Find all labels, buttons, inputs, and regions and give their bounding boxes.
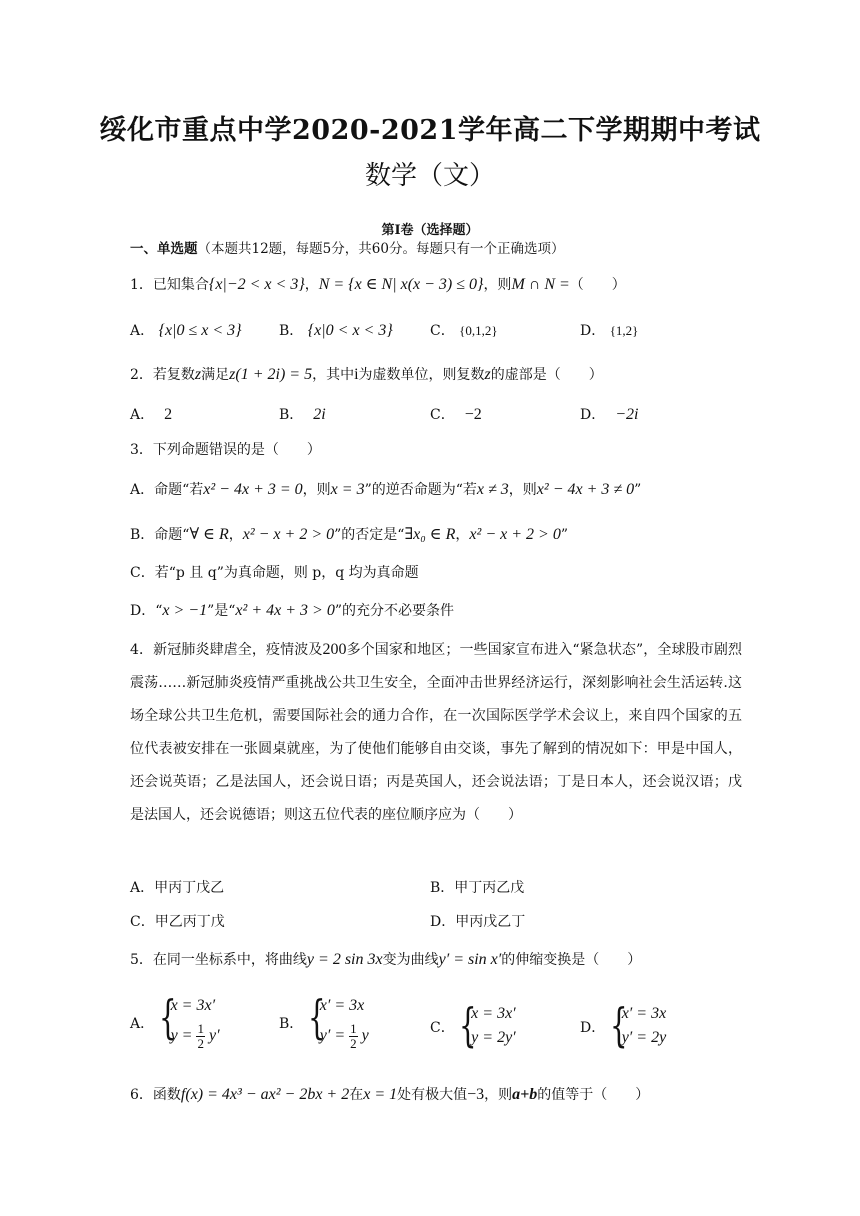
- q5-post: 的伸缩变换是（ ）: [501, 952, 642, 968]
- brace: {: [307, 990, 326, 1044]
- question-3-stem: 3．下列命题错误的是（ ）: [130, 442, 321, 458]
- q2-option-c: [430, 406, 482, 424]
- q3-b-comma2: ，: [455, 527, 470, 543]
- q3-d-1: D．“: [130, 603, 163, 619]
- q1-option-a: [130, 322, 242, 340]
- q6-ab: a+b: [512, 1086, 538, 1103]
- system-row-1: x′ = 3x: [621, 1005, 667, 1022]
- q4-stem-b: 多个国家和地区；一些国家宣布进入“紧急状态”，全球股市剧烈震荡……新冠肺炎疫情严重挑战公共卫生安全，全面冲击世界经济运行，深刻影响社会生活运转.这场全球公共卫生危机，需要国际社会的通力合作，在一次国际医学学术会议上，来自四个国家的五位代表被安排在一张圆桌就座，为了使他们能够自由交谈，事先了解到的情况如下：甲是中国人，还会说英语；乙是法国人，还会说日语；丙是英国人，还会说法语；丁是日本人，还会说汉语；戊是法国人，还会说德语；则这五位代表的座位顺序应为（ ）: [130, 642, 742, 823]
- q1-paren: （ ）: [569, 277, 626, 293]
- q2-eq: z(1 + 2i) = 5: [229, 366, 313, 383]
- q5-curve1: y = 2 sin 3x: [306, 951, 383, 968]
- denominator: 2: [350, 1035, 357, 1051]
- option-text: −2i: [615, 406, 639, 423]
- q3-d-ineq1: x > −1: [162, 602, 208, 619]
- option-text: {1,2}: [609, 323, 639, 338]
- q2-t3: 为虚数单位，则复数: [358, 367, 485, 383]
- q3-a-end: ”: [634, 482, 642, 498]
- q1-expr: M ∩ N =: [511, 276, 570, 293]
- q3-b-mid: ”的否定是“: [334, 527, 405, 543]
- option-label: B．: [279, 1016, 304, 1032]
- system-row-1: x′ = 3x: [319, 997, 365, 1014]
- denominator: 2: [197, 1035, 204, 1051]
- q1-option-b: [279, 322, 393, 340]
- q6-value: −3: [467, 1086, 485, 1103]
- q5-option-d: [580, 998, 667, 1052]
- equation-system: [609, 998, 667, 1052]
- q4-stem-a: 4．新冠肺炎肆虐全，疫情波及: [130, 642, 323, 658]
- q3-b-forall: ∀ ∈ R: [189, 526, 229, 543]
- section-heading: [130, 240, 564, 258]
- q2-option-a: [130, 406, 172, 424]
- q4-option-a: A．甲丙丁戊乙: [130, 880, 225, 896]
- q4-option-b: B．甲丁丙乙戊: [430, 880, 525, 896]
- option-label: C．: [430, 323, 455, 339]
- q5-option-c: [430, 998, 516, 1052]
- option-label: D．: [580, 323, 606, 339]
- system-row-2: [171, 1020, 220, 1052]
- q6-t1: 在: [349, 1087, 364, 1103]
- q3-d-ineq2: x² + 4x + 3 > 0: [235, 602, 335, 619]
- row-rhs: y: [361, 1027, 369, 1044]
- q1-option-c: [430, 322, 498, 340]
- option-label: D．: [580, 407, 606, 423]
- q1-set-a: {x|−2 < x < 3}: [208, 276, 305, 293]
- q6-t3: ，则: [484, 1087, 513, 1103]
- q3-a-1: A．命题“若: [130, 482, 204, 498]
- q5-option-a: [130, 990, 220, 1052]
- row-lhs: y′ =: [319, 1027, 346, 1044]
- option-label: C．: [430, 1020, 455, 1036]
- equation-system: [459, 998, 516, 1052]
- q1-pre: 1．已知集合: [130, 277, 209, 293]
- system-row-1: x = 3x′: [170, 997, 216, 1014]
- q3-a-mid: ”的逆否命题为“若: [364, 482, 477, 498]
- system-row-2: [320, 1020, 369, 1052]
- q3-b-ineq2: x² − x + 2 > 0: [469, 526, 561, 543]
- section-note: （本题共12题，每题5分，共60分。每题只有一个正确选项）: [197, 241, 565, 257]
- q3-d-end: ”的充分不必要条件: [334, 603, 454, 619]
- q4-number: 200: [322, 641, 347, 658]
- q6-t4: 的值等于（ ）: [537, 1087, 650, 1103]
- q2-i: i: [354, 366, 359, 383]
- option-label: B．: [279, 407, 304, 423]
- row-lhs: y =: [170, 1027, 193, 1044]
- option-text: −2: [464, 406, 482, 423]
- option-text: {0,1,2}: [459, 323, 498, 338]
- option-label: D．: [580, 1020, 606, 1036]
- question-1-stem: [130, 276, 626, 294]
- q2-t4: 的虚部是（ ）: [490, 367, 603, 383]
- page-title: 绥化市重点中学2020-2021学年高二下学期期中考试: [99, 115, 761, 146]
- q1-then: ，则: [483, 277, 512, 293]
- q2-t2: ，其中: [312, 367, 355, 383]
- q3-b-exists: ∃x₀ ∈ R: [404, 526, 456, 543]
- question-5-stem: [130, 951, 641, 969]
- q6-pre: 6．函数: [130, 1087, 181, 1103]
- section-label: 一、单选题: [130, 241, 198, 257]
- q2-t1: 满足: [201, 367, 230, 383]
- option-text: 2i: [313, 406, 326, 423]
- equation-system: [158, 990, 220, 1052]
- q2-option-b: [279, 406, 326, 424]
- q3-option-d: [130, 602, 454, 620]
- q5-curve2: y′ = sin x′: [438, 951, 502, 968]
- q3-a-then2: ，则: [508, 482, 537, 498]
- q3-b-1: B．命题“: [130, 527, 190, 543]
- brace: {: [158, 990, 177, 1044]
- option-label: A．: [130, 1016, 155, 1032]
- q3-option-a: [130, 481, 641, 499]
- question-4-stem: [130, 633, 742, 832]
- q3-b-comma: ，: [228, 527, 243, 543]
- q3-b-ineq1: x² − x + 2 > 0: [242, 526, 335, 543]
- fraction: [196, 1022, 205, 1051]
- numerator: 1: [197, 1020, 204, 1036]
- fraction: [349, 1022, 358, 1051]
- q1-set-n: N = {x ∈ N| x(x − 3) ≤ 0}: [318, 276, 484, 293]
- q6-x1: x = 1: [363, 1086, 398, 1103]
- volume-heading: 第Ⅰ卷（选择题）: [381, 223, 479, 238]
- option-label: C．: [430, 407, 455, 423]
- q3-option-c: C．若“p 且 q”为真命题，则 p，q 均为真命题: [130, 565, 419, 581]
- q2-z2: z: [484, 366, 491, 383]
- numerator: 1: [350, 1020, 357, 1036]
- q3-option-b: [130, 526, 568, 544]
- question-6-stem: [130, 1086, 649, 1104]
- q6-function: f(x) = 4x³ − ax² − 2bx + 2: [180, 1086, 350, 1103]
- option-label: A．: [130, 323, 155, 339]
- system-row-2: y = 2y′: [471, 1029, 516, 1046]
- option-text: {x|0 ≤ x < 3}: [158, 322, 242, 339]
- q4-option-d: D．甲丙戊乙丁: [430, 914, 526, 930]
- q3-d-mid: ”是“: [207, 603, 236, 619]
- q2-pre: 2．若复数: [130, 367, 195, 383]
- q3-a-eq1: x² − 4x + 3 = 0: [203, 481, 303, 498]
- q5-option-b: [279, 990, 369, 1052]
- q2-option-d: [580, 406, 638, 424]
- equation-system: [307, 990, 369, 1052]
- q5-mid: 变为曲线: [382, 952, 439, 968]
- q3-a-eq2: x² − 4x + 3 ≠ 0: [536, 481, 635, 498]
- option-label: A．: [130, 407, 155, 423]
- q3-a-x3: x = 3: [330, 481, 365, 498]
- q3-b-end: ”: [560, 527, 568, 543]
- q4-option-c: C．甲乙丙丁戊: [130, 914, 225, 930]
- brace: {: [459, 998, 477, 1052]
- option-text: 2: [164, 406, 173, 423]
- q1-option-d: [580, 322, 638, 340]
- option-text: {x|0 < x < 3}: [307, 322, 393, 339]
- brace: {: [609, 998, 628, 1052]
- q2-z: z: [194, 366, 202, 383]
- question-2-stem: [130, 366, 603, 384]
- system-row-2: y′ = 2y: [621, 1029, 667, 1046]
- row-rhs: y′: [208, 1027, 220, 1044]
- q3-a-xn3: x ≠ 3: [476, 481, 509, 498]
- q6-t2: 处有极大值: [397, 1087, 468, 1103]
- q3-a-then: ，则: [302, 482, 331, 498]
- system-row-1: x = 3x′: [471, 1005, 516, 1022]
- q5-pre: 5．在同一坐标系中，将曲线: [130, 952, 307, 968]
- page-subtitle: 数学（文）: [364, 161, 495, 191]
- q1-comma: ，: [304, 277, 319, 293]
- option-label: B．: [279, 323, 304, 339]
